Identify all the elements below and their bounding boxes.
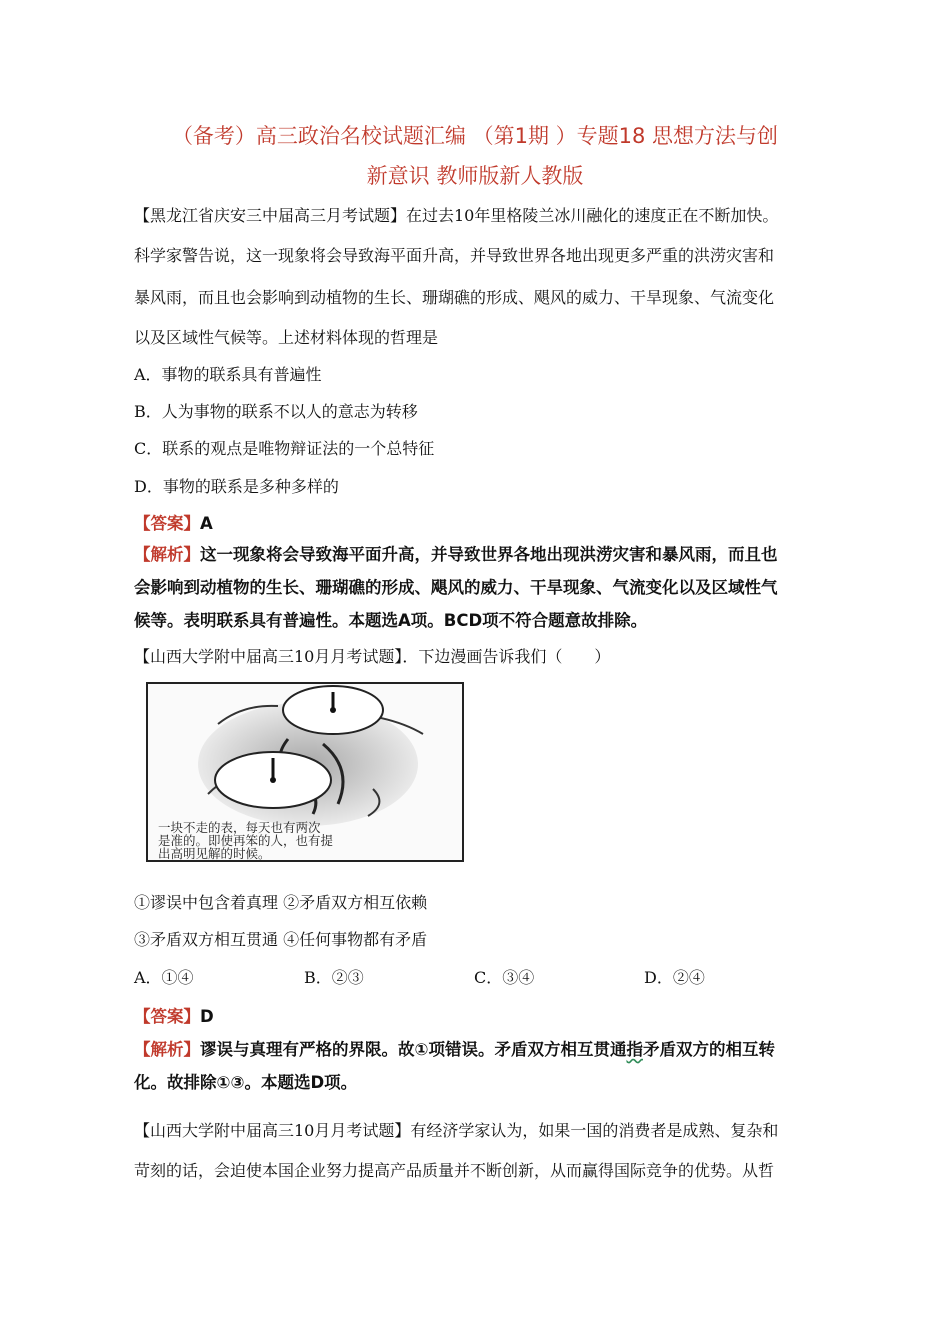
answer-label: 【答案】 — [134, 514, 200, 533]
q1-stem-line: 暴风雨，而且也会影响到动植物的生长、珊瑚礁的形成、飓风的威力、干旱现象、气流变化 — [134, 288, 775, 307]
q3-stem-line: 【山西大学附中届高三10月月考试题】有经济学家认为，如果一国的消费者是成熟、复杂和 — [134, 1121, 779, 1140]
q2-option-d: D．②④ — [644, 968, 705, 987]
analysis-text: 这一现象将会导致海平面升高，并导致世界各地出现洪涝灾害和暴风雨，而且也 — [200, 545, 778, 564]
q1-option-c: C．联系的观点是唯物辩证法的一个总特征 — [134, 439, 435, 458]
doc-title-line2: 新意识 教师版新人教版 — [366, 164, 584, 188]
q2-stem: 【山西大学附中届高三10月月考试题】．下边漫画告诉我们（ ） — [134, 647, 611, 666]
q1-analysis-line: 候等。表明联系具有普遍性。本题选A项。BCD项不符合题意故排除。 — [134, 611, 648, 630]
q1-option-b: B．人为事物的联系不以人的意志为转移 — [134, 402, 418, 421]
doc-title-line1: （备考）高三政治名校试题汇编 （第1期 ）专题18 思想方法与创 — [171, 124, 779, 148]
cartoon-caption-line: 一块不走的表，每天也有两次 — [158, 820, 321, 835]
analysis-label: 【解析】 — [134, 1040, 200, 1059]
lower-clock-icon — [215, 752, 331, 808]
q1-stem-line: 科学家警告说，这一现象将会导致海平面升高，并导致世界各地出现更多严重的洪涝灾害和 — [134, 246, 775, 265]
cartoon-drawing — [148, 684, 462, 860]
answer-label: 【答案】 — [134, 1007, 200, 1026]
q1-answer — [134, 510, 213, 534]
cartoon-caption-line: 是准的。即使再笨的人，也有提 — [158, 833, 334, 848]
upper-clock-icon — [283, 686, 383, 734]
q2-analysis-line: 化。故排除①③。本题选D项。 — [134, 1073, 358, 1092]
q2-answer — [134, 1003, 214, 1027]
q3-stem-line: 苛刻的话，会迫使本国企业努力提高产品质量并不断创新，从而赢得国际竞争的优势。从哲 — [134, 1161, 775, 1180]
q1-stem-line: 【黑龙江省庆安三中届高三月考试题】在过去10年里格陵兰冰川融化的速度正在不断加快。 — [134, 206, 779, 225]
q2-analysis-line — [134, 1036, 775, 1060]
analysis-text: 矛盾双方的相互转 — [642, 1040, 775, 1059]
cartoon-image — [146, 682, 464, 862]
analysis-label: 【解析】 — [134, 545, 200, 564]
q2-statements-line: ③矛盾双方相互贯通 ④任何事物都有矛盾 — [134, 930, 428, 949]
answer-value: A — [200, 514, 213, 533]
q2-statements-line: ①谬误中包含着真理 ②矛盾双方相互依赖 — [134, 893, 428, 912]
q2-option-a: A．①④ — [134, 968, 194, 987]
answer-value: D — [200, 1007, 214, 1026]
q2-option-c: C．③④ — [474, 968, 535, 987]
q1-option-d: D．事物的联系是多种多样的 — [134, 477, 339, 496]
q2-option-b: B．②③ — [304, 968, 364, 987]
analysis-text-marked: 指 — [626, 1040, 643, 1059]
analysis-text: 谬误与真理有严格的界限。故①项错误。矛盾双方相互贯通 — [200, 1040, 627, 1059]
q1-option-a: A．事物的联系具有普遍性 — [134, 365, 322, 384]
q1-analysis-line: 会影响到动植物的生长、珊瑚礁的形成、飓风的威力、干旱现象、气流变化以及区域性气 — [134, 578, 778, 597]
q1-analysis-line — [134, 541, 778, 565]
cartoon-caption-line: 出高明见解的时候。 — [158, 846, 271, 860]
q1-stem-line: 以及区域性气候等。上述材料体现的哲理是 — [134, 328, 439, 347]
